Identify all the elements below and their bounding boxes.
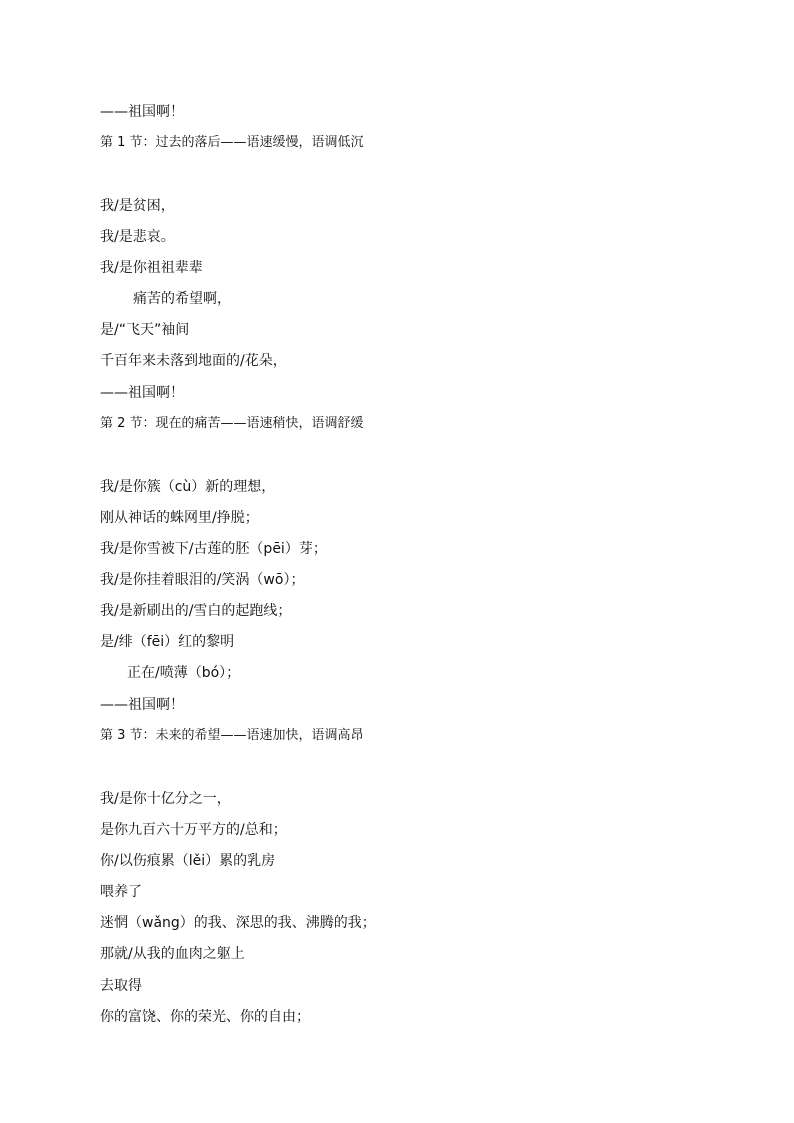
poem-line: 喂养了 (100, 884, 142, 900)
poem-line: 我/是新刷出的/雪白的起跑线； (100, 603, 292, 619)
poem-line: 刚从神话的蛛网里/挣脱； (100, 510, 259, 526)
poem-refrain: ——祖国啊！ (100, 697, 184, 713)
section-heading: 第 1 节：过去的落后——语速缓慢，语调低沉 (100, 135, 364, 150)
poem-line: 千百年来未落到地面的/花朵， (100, 353, 287, 369)
poem-line: 正在/喷薄（bó）； (127, 665, 241, 681)
poem-line: 是/“飞天”袖间 (100, 322, 190, 338)
poem-line: 是你九百六十万平方的/总和； (100, 822, 287, 838)
poem-line: 我/是你簇（cù）新的理想， (100, 479, 276, 495)
poem-line: 我/是你雪被下/古莲的胚（pēi）芽； (100, 541, 327, 557)
poem-line: 我/是你挂着眼泪的/笑涡（wō）； (100, 572, 305, 588)
poem-line: 我/是贫困， (100, 198, 175, 214)
poem-line: 你的富饶、你的荣光、你的自由； (100, 1009, 310, 1025)
section-heading: 第 3 节：未来的希望——语速加快，语调高昂 (100, 728, 364, 743)
poem-line: 痛苦的希望啊， (133, 291, 231, 307)
poem-refrain: ——祖国啊！ (100, 104, 184, 120)
poem-refrain: ——祖国啊！ (100, 385, 184, 401)
poem-line: 你/以伤痕累（lěi）累的乳房 (100, 853, 276, 869)
poem-line: 迷惘（wǎng）的我、深思的我、沸腾的我； (100, 915, 376, 931)
poem-line: 那就/从我的血肉之躯上 (100, 946, 245, 962)
poem-line: 我/是你十亿分之一， (100, 791, 231, 807)
poem-line: 去取得 (100, 978, 142, 994)
poem-line: 我/是你祖祖辈辈 (100, 260, 203, 276)
section-heading: 第 2 节：现在的痛苦——语速稍快，语调舒缓 (100, 416, 364, 431)
poem-line: 我/是悲哀。 (100, 229, 175, 245)
poem-line: 是/绯（fēi）红的黎明 (100, 634, 235, 650)
